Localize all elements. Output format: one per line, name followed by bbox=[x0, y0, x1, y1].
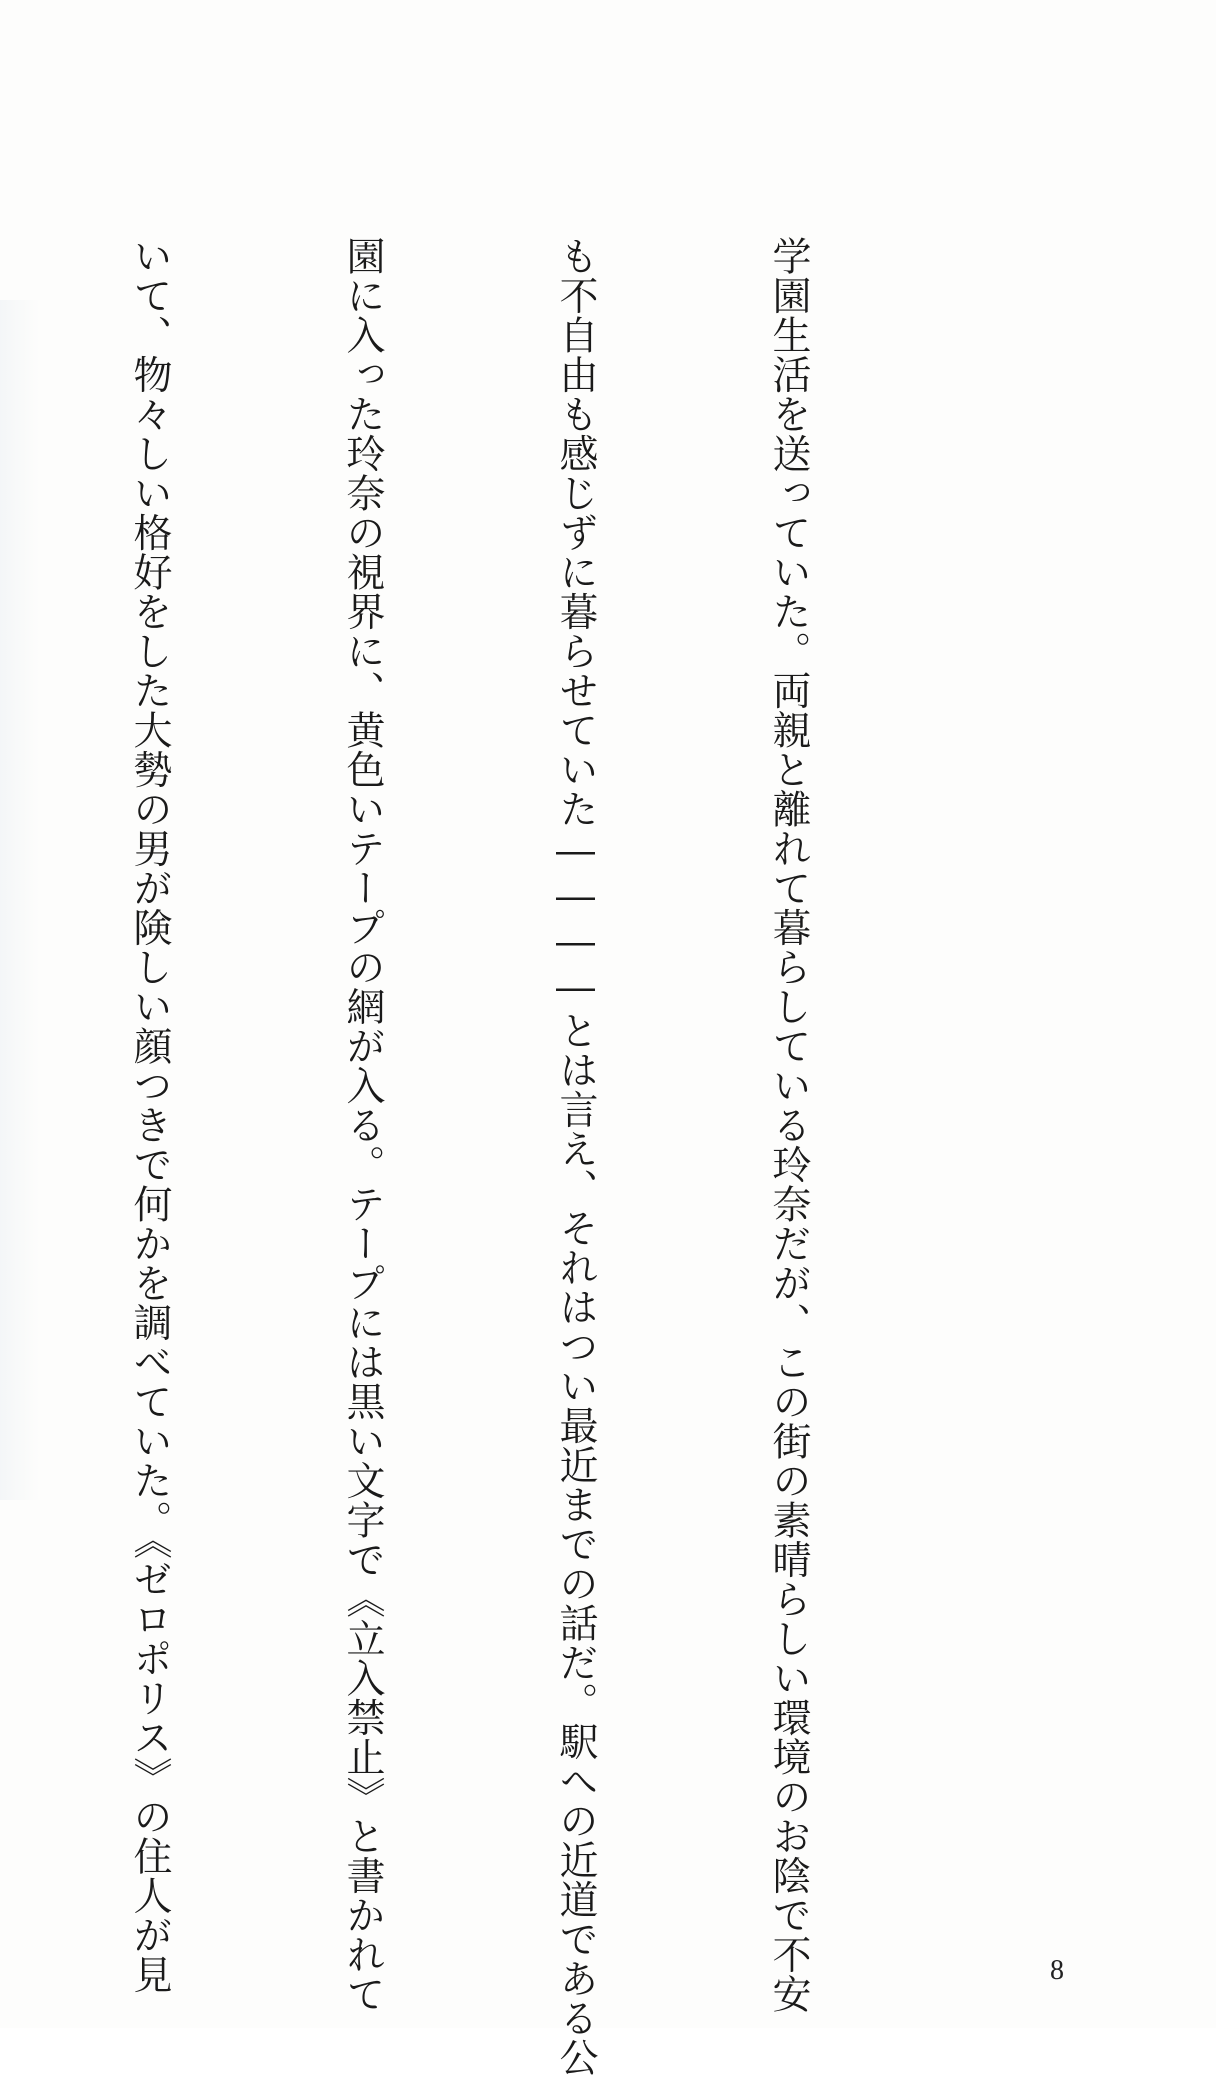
text-column: 学園生活を送っていた。両親と離れて暮らしている玲奈だが、この街の素晴らしい環境のお陰で不安 bbox=[766, 236, 811, 2014]
page-number: 8 bbox=[1050, 1955, 1064, 1986]
text-column: も不自由も感じずに暮らせていた――――とは言え、それはつい最近までの話だ。駅への近道である公 bbox=[553, 236, 598, 2077]
text-column: いて、物々しい格好をした大勢の男が険しい顔つきで何かを調べていた。《ゼロポリス》の住人が見 bbox=[127, 236, 172, 1994]
body-text bbox=[0, 236, 966, 2077]
text-column: 園に入った玲奈の視界に、黄色いテープの網が入る。テープには黒い文字で《立入禁止》と書かれて bbox=[340, 236, 385, 2014]
